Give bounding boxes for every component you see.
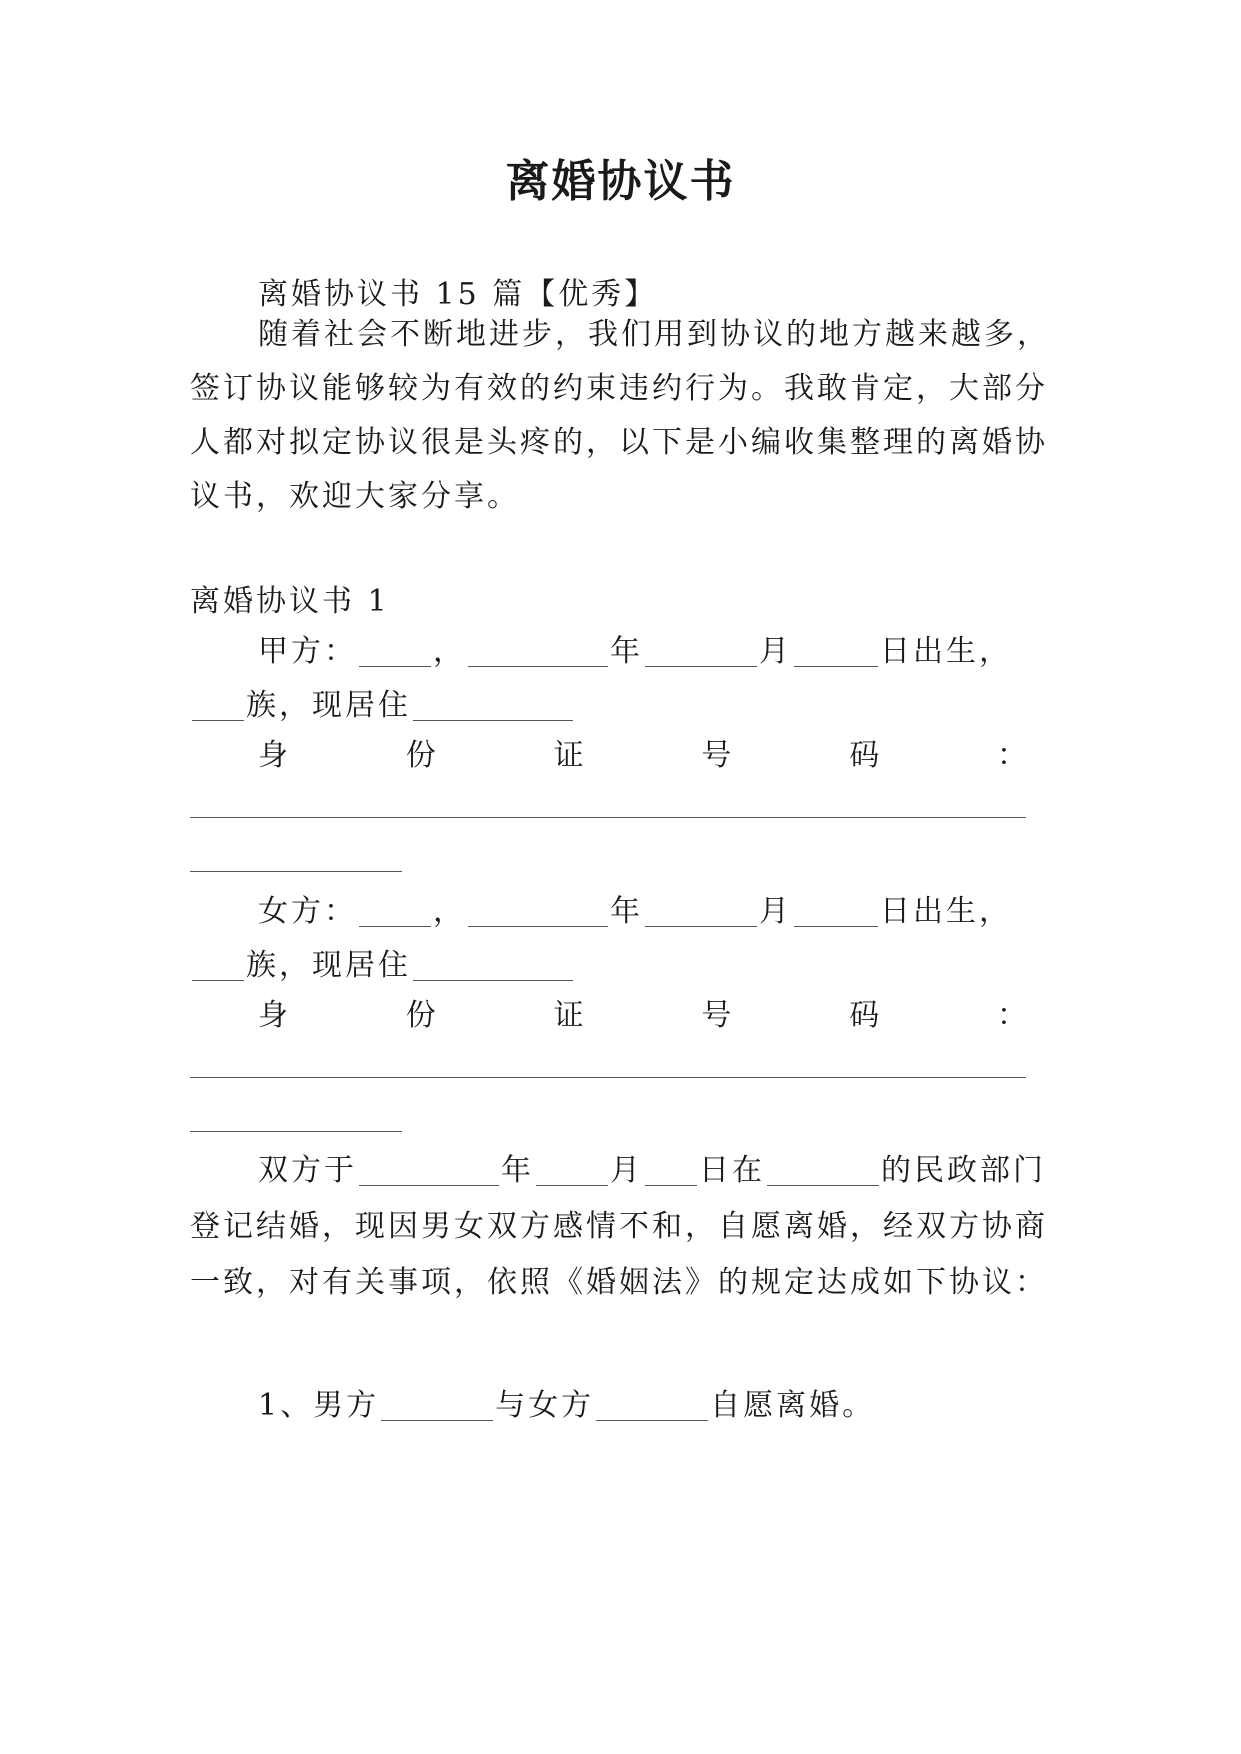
year-label: 年 [610,894,643,929]
id-char: 证 [553,738,587,773]
ethnic-residence-label: 族，现居住 [246,948,411,983]
residence-blank[interactable] [413,950,573,981]
intro-heading: 离婚协议书 15 篇【优秀】 [258,277,658,312]
wife-name-blank[interactable] [596,1390,708,1421]
marriage-paragraph [190,1143,1060,1311]
party-a-id-label [190,727,1060,785]
party-a-line [190,623,1060,681]
id-char: 号 [701,998,735,1033]
clause-1-suffix: 自愿离婚。 [710,1388,876,1423]
clause-1-prefix: 1、男方 [258,1388,380,1423]
id-char: 份 [405,738,439,773]
marriage-prefix: 双方于 [258,1153,357,1188]
birth-year-blank[interactable] [468,636,608,667]
id-number-blank[interactable] [190,817,1026,818]
section-heading: 离婚协议书 1 [190,584,390,619]
marriage-year-blank[interactable] [359,1155,499,1186]
year-label: 年 [610,634,643,669]
id-char: ： [996,738,1030,773]
marriage-day-blank[interactable] [645,1155,697,1186]
year-label: 年 [501,1153,534,1188]
born-label: 日出生， [880,634,1012,669]
month-label: 月 [759,634,792,669]
husband-name-blank[interactable] [381,1390,493,1421]
day-label: 日在 [699,1153,765,1188]
party-b-label: 女方： [258,894,357,929]
party-a-label: 甲方： [258,634,357,669]
registration-place-blank[interactable] [767,1155,879,1186]
id-number-blank-continued[interactable] [190,1131,402,1132]
name-blank[interactable] [359,636,431,667]
month-label: 月 [759,894,792,929]
intro-paragraph: 随着社会不断地进步，我们用到协议的地方越来越多，签订协议能够较为有效的约束违约行为。我敢肯定，大部分人都对拟定协议很是头疼的，以下是小编收集整理的离婚协议书，欢迎大家分享。 [190,317,1050,514]
id-char: 份 [405,998,439,1033]
clause-1-middle: 与女方 [495,1388,595,1423]
birth-month-blank[interactable] [645,896,757,927]
id-number-blank-continued[interactable] [190,871,402,872]
name-blank[interactable] [359,896,431,927]
id-char: 码 [849,738,883,773]
comma-text: ， [433,634,466,669]
id-char: 号 [701,738,735,773]
birth-year-blank[interactable] [468,896,608,927]
comma-text: ， [433,894,466,929]
id-number-blank[interactable] [190,1077,1026,1078]
birth-day-blank[interactable] [794,896,878,927]
party-b-line [190,883,1060,941]
clause-1 [190,1377,1060,1435]
residence-blank[interactable] [413,690,573,721]
id-char: 证 [553,998,587,1033]
marriage-suffix: 的民政部门登记结婚，现因男女双方感情不和，自愿离婚，经双方协商一致，对有关事项，依照《婚姻法》的规定达成如下协议： [190,1153,1048,1300]
marriage-month-blank[interactable] [536,1155,608,1186]
birth-day-blank[interactable] [794,636,878,667]
birth-month-blank[interactable] [645,636,757,667]
born-label: 日出生， [880,894,1012,929]
id-char: 身 [258,738,291,773]
id-char: 身 [258,998,291,1033]
id-char: ： [996,998,1030,1033]
party-b-id-label [190,987,1060,1045]
ethnic-residence-label: 族，现居住 [246,688,411,723]
document-title: 离婚协议书 [505,156,736,207]
id-char: 码 [849,998,883,1033]
month-label: 月 [610,1153,643,1188]
ethnicity-blank[interactable] [192,950,244,981]
ethnicity-blank[interactable] [192,690,244,721]
